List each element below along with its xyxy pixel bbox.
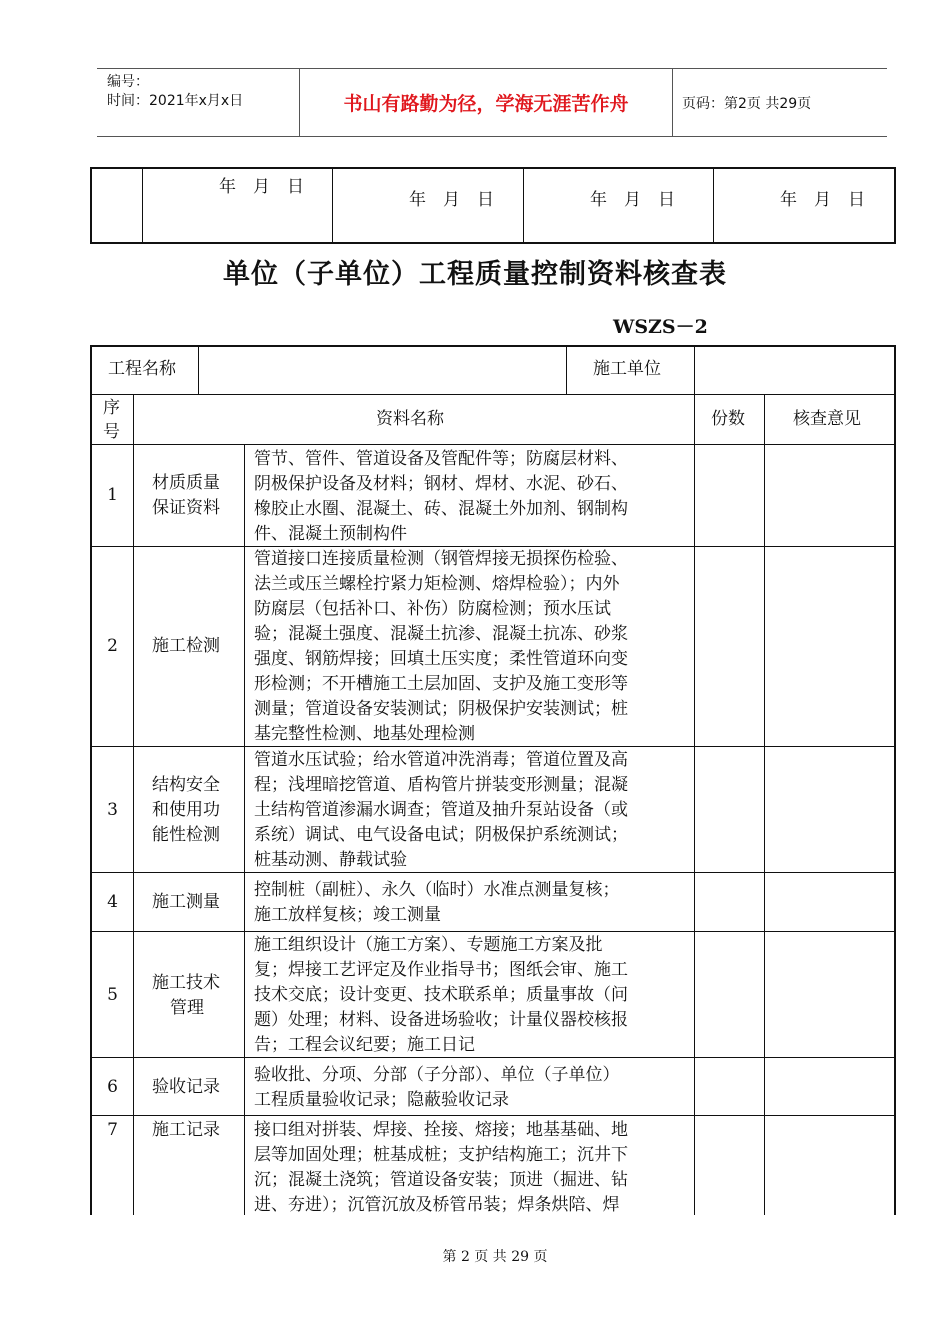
row-1-item-line: 阴极保护设备及材料；钢材、焊材、水泥、砂石、: [254, 474, 628, 494]
row-7-seq: 7: [107, 1120, 118, 1140]
row-5-item-line: 技术交底；设计变更、技术联系单；质量事故（问: [254, 985, 628, 1005]
project-name-label: 工程名称: [108, 359, 176, 379]
col-divider: [244, 444, 245, 1215]
builder-label: 施工单位: [593, 359, 661, 379]
header-motto: 书山有路勤为径，学海无涯苦作舟: [300, 69, 673, 136]
date-cell-2: [333, 169, 524, 242]
row-7-item-line: 层等加固处理；桩基成桩；支护结构施工；沉井下: [254, 1145, 628, 1165]
row-4-category: 施工测量: [152, 892, 220, 912]
row-2-item-line: 法兰或压兰螺栓拧紧力矩检测、熔焊检验）；内外: [254, 574, 620, 594]
row-divider: [90, 872, 896, 873]
row-6-item-line: 工程质量验收记录；隐蔽验收记录: [254, 1090, 509, 1110]
row-7-item-line: 进、夯进）；沉管沉放及桥管吊装；焊条烘陪、焊: [254, 1195, 620, 1215]
row-3-item-line: 桩基动测、静载试验: [254, 850, 407, 870]
row-1-category: 材质质量: [152, 473, 220, 493]
row-3-category: 结构安全: [152, 775, 220, 795]
row-divider: [90, 444, 896, 445]
col-material-header: 资料名称: [376, 409, 444, 429]
row-1-item-line: 管节、管件、管道设备及管配件等；防腐层材料、: [254, 449, 628, 469]
col-divider: [694, 345, 695, 394]
date-text-2: 年 月 日: [409, 190, 494, 210]
header-page-info: 页码：第2页 共29页: [682, 95, 812, 112]
header-meta: [97, 69, 300, 136]
row-3-item-line: 程；浅埋暗挖管道、盾构管片拼装变形测量；混凝: [254, 775, 628, 795]
date-cell-1: [143, 169, 333, 242]
row-1-category: 保证资料: [152, 498, 220, 518]
row-4-seq: 4: [107, 892, 118, 912]
row-6-item-line: 验收批、分项、分部（子分部）、单位（子单位）: [254, 1065, 620, 1085]
row-1-item-line: 橡胶止水圈、混凝土、砖、混凝土外加剂、钢制构: [254, 499, 628, 519]
row-divider: [90, 1115, 896, 1116]
row-2-item-line: 形检测；不开槽施工土层加固、支护及施工变形等: [254, 674, 628, 694]
row-5-item-line: 题）处理；材料、设备进场验收；计量仪器校核报: [254, 1010, 628, 1030]
row-6-category: 验收记录: [152, 1077, 220, 1097]
col-divider: [566, 345, 567, 394]
row-5-seq: 5: [107, 985, 118, 1005]
col-divider: [764, 394, 765, 1215]
col-copies-header: 份数: [711, 409, 745, 429]
row-3-item-line: 系统）调试、电气设备电试；阴极保护系统测试；: [254, 825, 628, 845]
row-5-item-line: 告；工程会议纪要；施工日记: [254, 1035, 475, 1055]
table-border-right: [894, 345, 896, 1215]
quality-control-table: [90, 345, 896, 1215]
date-text-1: 年 月 日: [219, 177, 304, 197]
row-1-seq: 1: [107, 485, 118, 505]
row-2-item-line: 管道接口连接质量检测（钢管焊接无损探伤检验、: [254, 549, 628, 569]
col-divider: [133, 394, 134, 1215]
row-3-item-line: 土结构管道渗漏水调查；管道及抽升泵站设备（或: [254, 800, 628, 820]
row-6-seq: 6: [107, 1077, 118, 1097]
form-code: WSZS－2: [613, 316, 708, 338]
row-divider: [90, 746, 896, 747]
col-seq-header-2: 号: [103, 422, 120, 442]
row-2-seq: 2: [107, 636, 118, 656]
row-5-item-line: 复；焊接工艺评定及作业指导书；图纸会审、施工: [254, 960, 628, 980]
row-4-item-line: 控制桩（副桩）、永久（临时）水准点测量复核；: [254, 880, 620, 900]
time-label: 时间：2021年x月x日: [107, 93, 244, 109]
row-5-category: 管理: [170, 998, 204, 1018]
row-7-item-line: 接口组对拼装、焊接、拴接、熔接；地基基础、地: [254, 1120, 628, 1140]
row-divider: [90, 394, 896, 395]
date-text-3: 年 月 日: [590, 190, 675, 210]
page-title: 单位（子单位）工程质量控制资料核查表: [223, 259, 727, 290]
row-7-item-line: 沉；混凝土浇筑；管道设备安装；顶进（掘进、钻: [254, 1170, 628, 1190]
row-2-item-line: 基完整性检测、地基处理检测: [254, 724, 475, 744]
date-cell-4: [714, 169, 894, 242]
number-label: 编号：: [107, 74, 149, 90]
table-border-top: [90, 345, 896, 347]
row-divider: [90, 931, 896, 932]
date-row-blank-cell: [92, 169, 143, 242]
row-3-category: 和使用功: [152, 800, 220, 820]
row-2-item-line: 防腐层（包括补口、补伤）防腐检测；预水压试: [254, 599, 611, 619]
page-header: [97, 68, 887, 137]
row-2-item-line: 测量；管道设备安装测试；阴极保护安装测试；桩: [254, 699, 628, 719]
row-7-category: 施工记录: [152, 1120, 220, 1140]
row-divider: [90, 1057, 896, 1058]
date-text-4: 年 月 日: [780, 190, 865, 210]
date-cell-3: [524, 169, 714, 242]
page-footer: 第 2 页 共 29 页: [442, 1249, 548, 1265]
row-1-item-line: 件、混凝土预制构件: [254, 524, 407, 544]
row-3-seq: 3: [107, 800, 118, 820]
row-2-category: 施工检测: [152, 636, 220, 656]
row-5-category: 施工技术: [152, 973, 220, 993]
row-3-item-line: 管道水压试验；给水管道冲洗消毒；管道位置及高: [254, 750, 628, 770]
row-5-item-line: 施工组织设计（施工方案）、专题施工方案及批: [254, 935, 603, 955]
col-divider: [694, 394, 695, 1215]
signature-date-row: [90, 167, 896, 244]
col-divider: [198, 345, 199, 394]
row-4-item-line: 施工放样复核；竣工测量: [254, 905, 441, 925]
row-2-item-line: 验；混凝土强度、混凝土抗渗、混凝土抗冻、砂浆: [254, 624, 628, 644]
row-2-item-line: 强度、钢筋焊接；回填土压实度；柔性管道环向变: [254, 649, 628, 669]
col-seq-header-1: 序: [103, 398, 120, 418]
row-3-category: 能性检测: [152, 825, 220, 845]
col-opinion-header: 核查意见: [793, 409, 861, 429]
